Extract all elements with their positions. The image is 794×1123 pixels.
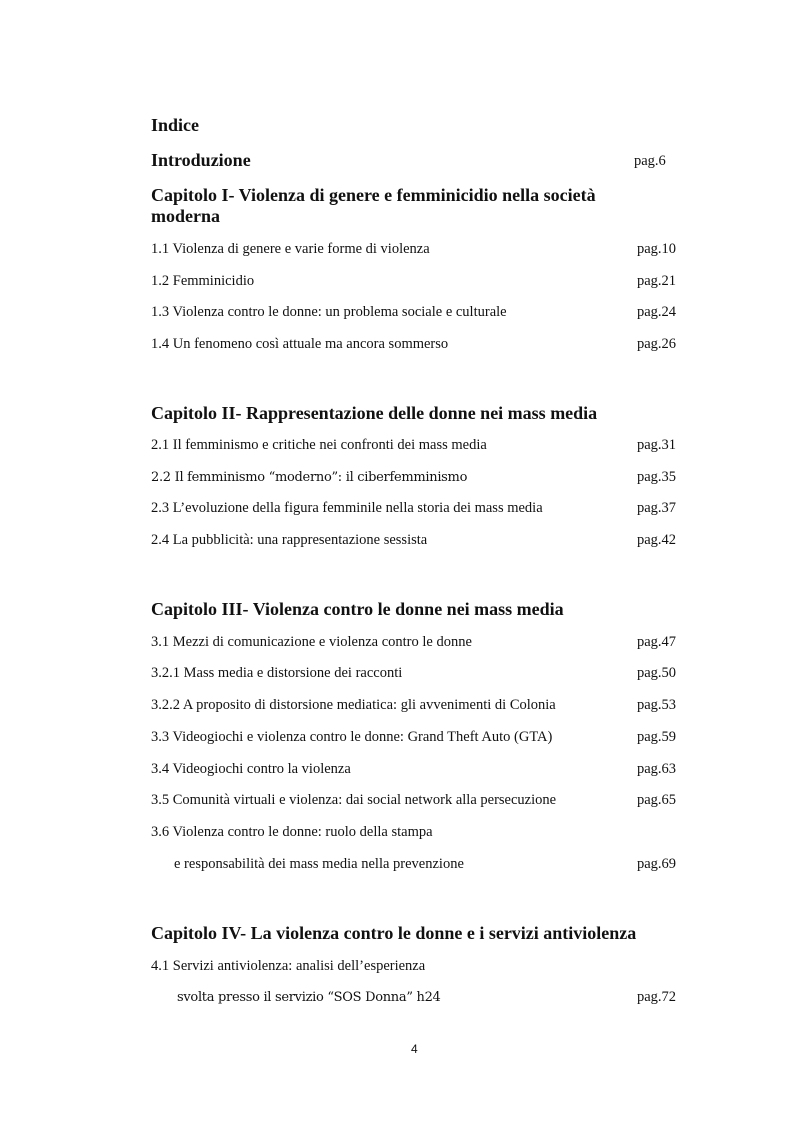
toc-entry-label: 2.1 Il femminismo e critiche nei confronti dei mass media (151, 437, 487, 453)
index-title: Indice (151, 115, 200, 135)
toc-entry-page: pag.24 (637, 304, 677, 320)
toc-entry-label: 1.1 Violenza di genere e varie forme di violenza (151, 241, 430, 257)
toc-entry-page: pag.31 (637, 437, 677, 453)
chapter-1-title: Capitolo I- Violenza di genere e femminicidio nella società (151, 185, 596, 205)
toc-entry-page: pag.53 (637, 697, 677, 713)
toc-entry-page: pag.10 (637, 241, 677, 257)
toc-entry-label-cont: svolta presso il servizio “SOS Donna” h24 (177, 990, 441, 1005)
toc-entry-label: 1.3 Violenza contro le donne: un problema sociale e culturale (151, 304, 507, 320)
chapter-1-title-cont: moderna (151, 206, 220, 226)
toc-entry-page: pag.21 (637, 273, 677, 289)
toc-entry-page: pag.65 (637, 792, 677, 808)
toc-entry-label: 3.4 Videogiochi contro la violenza (151, 761, 351, 777)
chapter-2-title: Capitolo II- Rappresentazione delle donne nei mass media (151, 403, 598, 423)
toc-entry-label-cont: e responsabilità dei mass media nella prevenzione (174, 856, 464, 872)
toc-entry-page: pag.37 (637, 500, 677, 516)
toc-entry-page: pag.26 (637, 336, 677, 352)
toc-entry-page: pag.50 (637, 665, 677, 681)
toc-entry-label: 3.1 Mezzi di comunicazione e violenza contro le donne (151, 634, 472, 650)
toc-entry-label: 2.2 Il femminismo “moderno”: il ciberfemminismo (151, 470, 468, 485)
toc-entry-page: pag.47 (637, 634, 677, 650)
toc-entry-label: 2.4 La pubblicità: una rappresentazione sessista (151, 532, 428, 548)
toc-entry-page: pag.72 (637, 989, 677, 1005)
toc-entry-page: pag.63 (637, 761, 677, 777)
toc-entry-label: 3.3 Videogiochi e violenza contro le donne: Grand Theft Auto (GTA) (151, 729, 553, 745)
toc-entry-label: 2.3 L’evoluzione della figura femminile nella storia dei mass media (151, 500, 543, 516)
toc-entry-label: 3.2.2 A proposito di distorsione mediatica: gli avvenimenti di Colonia (151, 697, 556, 713)
toc-entry-page: pag.59 (637, 729, 677, 745)
chapter-4-title: Capitolo IV- La violenza contro le donne e i servizi antiviolenza (151, 923, 637, 943)
page-number: 4 (411, 1042, 418, 1056)
toc-entry-label: 3.2.1 Mass media e distorsione dei racconti (151, 665, 403, 681)
toc-entry-page: pag.69 (637, 856, 677, 872)
toc-entry-label: 3.5 Comunità virtuali e violenza: dai social network alla persecuzione (151, 792, 557, 808)
intro-page: pag.6 (634, 153, 666, 169)
toc-entry-label: 1.4 Un fenomeno così attuale ma ancora sommerso (151, 336, 449, 352)
toc-entry-label: 4.1 Servizi antiviolenza: analisi dell’esperienza (151, 958, 426, 974)
toc-entry-page: pag.42 (637, 532, 677, 548)
toc-entry-page: pag.35 (637, 469, 677, 485)
toc-entry-label: 1.2 Femminicidio (151, 273, 255, 289)
intro-label: Introduzione (151, 150, 251, 170)
toc-entry-label: 3.6 Violenza contro le donne: ruolo della stampa (151, 824, 433, 840)
chapter-3-title: Capitolo III- Violenza contro le donne nei mass media (151, 599, 564, 619)
